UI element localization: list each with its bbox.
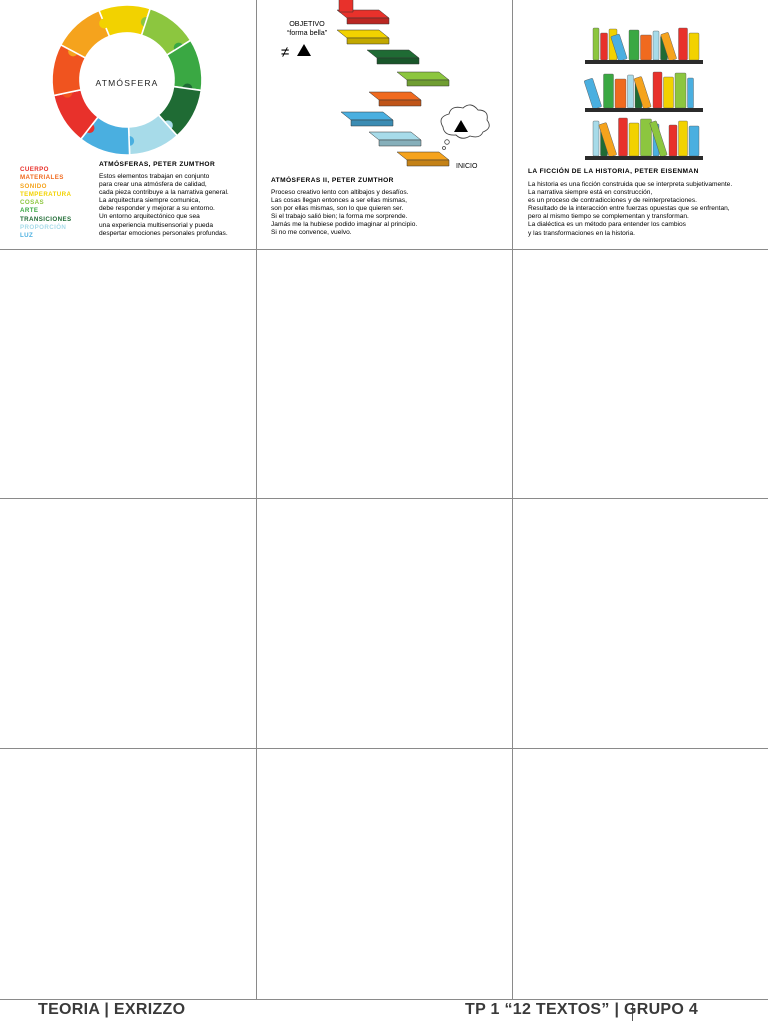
book [689,33,699,60]
panel-body [528,181,732,238]
triangle-icon [297,44,311,56]
stair-step [397,152,449,166]
grid-divider [0,748,768,749]
stair-step [337,0,389,24]
book [619,118,628,156]
book [688,78,694,108]
book [653,72,662,108]
legend-item: CUERPO [20,166,49,173]
not-equal-icon: ≠ [281,44,290,61]
book [615,79,626,108]
stair-step [397,72,449,86]
wheel-label: ATMÓSFERA [95,78,159,88]
legend-item: COSAS [20,199,45,207]
body-line: Las cosas llegan entonces a ser ellas mismas, [271,197,407,205]
book [689,126,699,156]
body-line: es un proceso de contradicciones y de reinterpretaciones. [528,197,697,205]
book [679,28,688,60]
shelf-board [585,108,703,112]
panel-title: ATMÓSFERAS, PETER ZUMTHOR [99,161,216,168]
legend-item: PROPORCIÓN [20,224,67,232]
body-line: Si el trabajo salió bien; la forma me sorprende. [271,213,408,221]
footer-right: TP 1 “12 TEXTOS” | GRUPO 4 [465,1001,699,1018]
panel-atmosferas [0,0,256,248]
goal-label: OBJETIVO [289,19,325,28]
book [641,119,652,156]
body-line: una experiencia multisensorial y pueda [99,221,213,229]
panel-title: LA FICCIÓN DE LA HISTORIA, PETER EISENMAN [528,168,699,175]
grid-divider [0,498,768,499]
atmosphere-puzzle-wheel [0,0,256,160]
body-line: Si no me convence, vuelvo. [271,229,352,237]
body-line: Estos elementos trabajan en conjunto [99,173,210,180]
grid-divider [0,249,768,250]
thought-cloud-icon [441,105,489,150]
body-line: para crear una atmósfera de calidad, [99,181,207,189]
footer-left: TEORIA | EXRIZZO [38,1001,186,1018]
book [664,77,674,108]
body-line: Jamás me la hubiese podido imaginar al principio. [271,221,418,229]
book [675,73,686,108]
panel-atmosferas-ii [257,0,512,248]
body-line: son por ellas mismas, son lo que quieren ser. [271,205,404,213]
shelf-board [585,60,703,64]
body-line: Resultado de la interacción entre fuerzas opuestas que se enfrentan, [528,205,730,213]
book [584,78,602,109]
book [593,28,599,60]
book [641,35,652,60]
legend-item: SONIDO [20,182,47,190]
grid-divider [0,999,768,1000]
stair-step [367,50,419,64]
legend-item: LUZ [20,232,34,240]
panel-body [271,189,417,238]
book [679,121,688,156]
body-line: La arquitectura siempre comunica, [99,197,201,205]
legend-item: MATERIALES [20,174,64,182]
body-line: despertar emociones personales profundas. [99,229,228,237]
book [629,123,639,156]
body-line: y las transformaciones en la historia. [528,229,636,237]
legend-item: TRANSICIONES [20,215,72,223]
stair-step [369,92,421,106]
legend-list [20,166,72,241]
book [629,30,639,60]
body-line: Un entorno arquitectónico que sea [99,213,200,221]
book [669,125,677,156]
legend-item: TEMPERATURA [20,190,72,198]
book [604,74,614,108]
book [593,121,599,156]
stair-step [369,132,421,146]
body-line: La historia es una ficción construida que se interpreta subjetivamente. [528,181,733,188]
panel-ficcion-historia [513,0,768,248]
house-icon [339,0,353,12]
legend-item: ARTE [20,207,39,215]
body-line: cada pieza contribuye a la narrativa general. [99,189,229,197]
body-line: debe responder y mejorar a su entorno. [99,205,215,213]
stair-step [341,112,393,126]
bookshelf-illustration [513,0,768,165]
body-line: La dialéctica es un método para entender los cambios [528,221,686,229]
staircase-diagram [257,0,512,180]
stair-step [337,30,389,44]
body-line: La narrativa siempre está en construcción, [528,189,653,197]
book [653,31,659,60]
shelf-board [585,156,703,160]
book [601,33,608,60]
puzzle-knob [99,18,109,28]
goal-subtitle: “forma bella” [286,28,328,37]
body-line: Proceso creativo lento con altibajos y desafíos. [271,189,409,196]
panel-title: ATMÓSFERAS II, PETER ZUMTHOR [271,177,394,184]
start-label: INICIO [456,163,478,170]
panel-body [99,173,229,238]
book [628,75,634,108]
body-line: pero al mismo tiempo se complementan y transforman. [528,213,689,221]
